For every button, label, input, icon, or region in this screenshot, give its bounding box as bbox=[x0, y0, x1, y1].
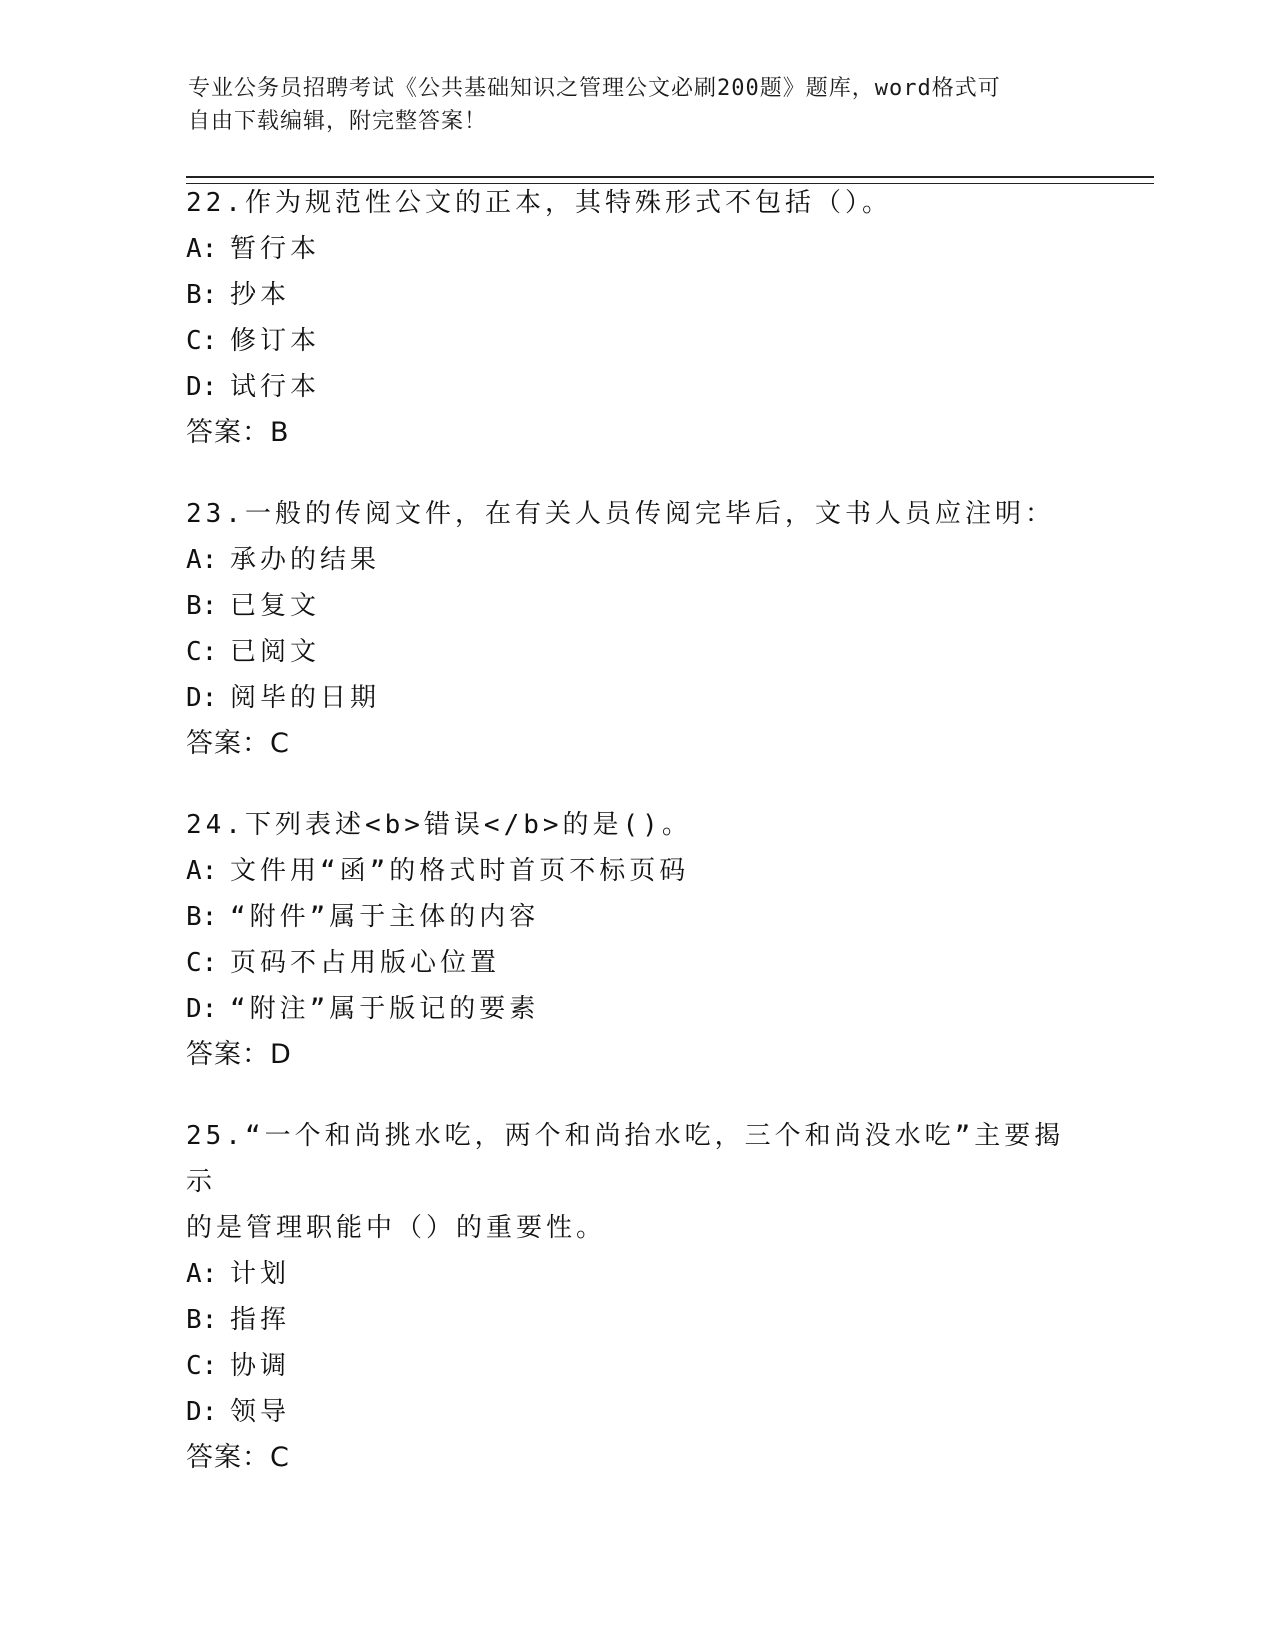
option-text: 阅毕的日期 bbox=[230, 683, 381, 713]
question-24 bbox=[186, 802, 1086, 1078]
option-a bbox=[186, 226, 1086, 272]
option-letter: A: bbox=[186, 545, 218, 575]
option-letter: C: bbox=[186, 948, 218, 978]
question-stem: 24.下列表述<b>错误</b>的是()。 bbox=[186, 810, 692, 840]
option-letter: C: bbox=[186, 637, 218, 667]
question-stem-continued: 的是管理职能中（）的重要性。 bbox=[186, 1213, 607, 1243]
option-letter: A: bbox=[186, 1259, 218, 1289]
option-text: 文件用“函”的格式时首页不标页码 bbox=[230, 856, 690, 886]
option-text: 修订本 bbox=[230, 326, 321, 356]
question-stem: 23.一般的传阅文件，在有关人员传阅完毕后，文书人员应注明： bbox=[186, 499, 1055, 529]
option-letter: D: bbox=[186, 1397, 218, 1427]
option-letter: D: bbox=[186, 372, 218, 402]
option-letter: C: bbox=[186, 326, 218, 356]
option-c bbox=[186, 318, 1086, 364]
option-text: 领导 bbox=[230, 1397, 291, 1427]
option-d bbox=[186, 1389, 1086, 1435]
document-header bbox=[188, 72, 1088, 138]
option-text: 承办的结果 bbox=[230, 545, 381, 575]
option-text: 协调 bbox=[230, 1351, 291, 1381]
option-text: 指挥 bbox=[230, 1305, 291, 1335]
option-text: “附注”属于版记的要素 bbox=[230, 994, 540, 1024]
question-stem: 22.作为规范性公文的正本，其特殊形式不包括（）。 bbox=[186, 188, 892, 218]
header-line-1: 专业公务员招聘考试《公共基础知识之管理公文必刷200题》题库，word格式可 bbox=[188, 76, 1001, 101]
question-25 bbox=[186, 1113, 1086, 1481]
header-line-2: 自由下载编辑，附完整答案！ bbox=[188, 109, 488, 134]
option-letter: C: bbox=[186, 1351, 218, 1381]
answer: 答案：C bbox=[186, 1442, 290, 1473]
option-a bbox=[186, 1251, 1086, 1297]
question-23 bbox=[186, 491, 1086, 767]
option-text: 试行本 bbox=[230, 372, 321, 402]
option-text: 已复文 bbox=[230, 591, 321, 621]
option-a bbox=[186, 537, 1086, 583]
option-letter: D: bbox=[186, 994, 218, 1024]
option-text: 计划 bbox=[230, 1259, 291, 1289]
option-text: 抄本 bbox=[230, 280, 291, 310]
option-letter: B: bbox=[186, 280, 218, 310]
option-b bbox=[186, 272, 1086, 318]
option-c bbox=[186, 1343, 1086, 1389]
option-b bbox=[186, 583, 1086, 629]
option-c bbox=[186, 629, 1086, 675]
option-letter: A: bbox=[186, 856, 218, 886]
option-d bbox=[186, 364, 1086, 410]
answer: 答案：D bbox=[186, 1039, 292, 1070]
option-letter: D: bbox=[186, 683, 218, 713]
answer: 答案：B bbox=[186, 417, 290, 448]
option-b bbox=[186, 1297, 1086, 1343]
option-letter: B: bbox=[186, 902, 218, 932]
option-d bbox=[186, 675, 1086, 721]
option-b bbox=[186, 894, 1086, 940]
option-a bbox=[186, 848, 1086, 894]
question-22 bbox=[186, 180, 1086, 456]
option-d bbox=[186, 986, 1086, 1032]
option-text: “附件”属于主体的内容 bbox=[230, 902, 540, 932]
option-letter: B: bbox=[186, 1305, 218, 1335]
option-text: 暂行本 bbox=[230, 234, 321, 264]
option-c bbox=[186, 940, 1086, 986]
option-letter: A: bbox=[186, 234, 218, 264]
answer: 答案：C bbox=[186, 728, 290, 759]
question-stem: 25.“一个和尚挑水吃，两个和尚抬水吃，三个和尚没水吃”主要揭示 bbox=[186, 1121, 1065, 1197]
option-text: 已阅文 bbox=[230, 637, 321, 667]
option-text: 页码不占用版心位置 bbox=[230, 948, 501, 978]
option-letter: B: bbox=[186, 591, 218, 621]
